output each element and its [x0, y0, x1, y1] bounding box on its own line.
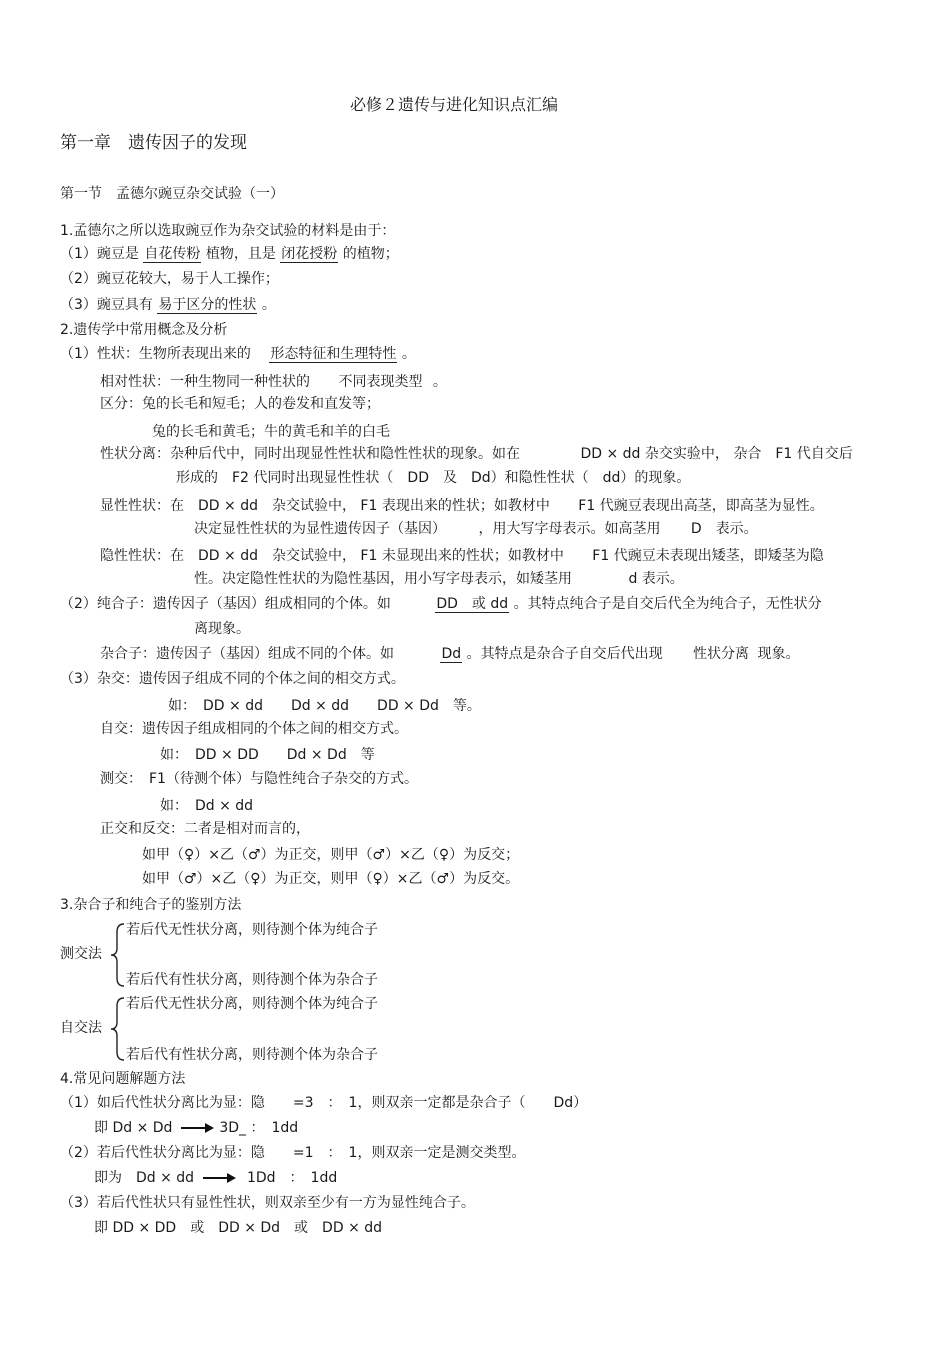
test-cross-method-label: 测交法 [60, 946, 102, 962]
left-brace-icon [110, 922, 126, 988]
distinguish-line: 区分：兔的长毛和短毛；人的卷发和直发等； [100, 396, 380, 412]
homozygote [60, 595, 822, 613]
equation-offspring: 1Dd ： 1dd [246, 1170, 338, 1186]
relative-trait-text-c: 。 [432, 374, 447, 390]
recessive-text-2: F1 未显现出来的性状；如教材中 [360, 548, 564, 564]
q1-item-3-text-b: 。 [261, 297, 276, 313]
reciprocal-example-2: 如甲（♂）×乙（♀）为正交，则甲（♀）×乙（♂）为反交。 [142, 871, 520, 887]
equation-parents: 即为 Dd × dd [94, 1170, 195, 1186]
relative-trait-text-b: 不同表现类型 [338, 374, 423, 390]
dominant-trait [100, 497, 824, 515]
right-arrow-icon [199, 1172, 237, 1184]
segregation-text-1: 性状分离：杂种后代中，同时出现显性性状和隐性性状的现象。如在 [100, 446, 520, 462]
segregation-text-2: DD × dd 杂交实验中， [580, 446, 729, 462]
heterozygote-text-b: 。其特点是杂合子自交后代出现 [466, 646, 663, 662]
recessive-text-5: d 表示。 [628, 571, 684, 587]
chapter-heading: 第一章 遗传因子的发现 [60, 133, 247, 153]
dominant-trait-2 [194, 520, 758, 538]
self-cross-result-1: 若后代无性状分离，则待测个体为纯合子 [126, 996, 378, 1012]
answer-blank: Dd [441, 646, 462, 662]
trait-text-b: 。 [401, 346, 416, 362]
recessive-text-1: 隐性性状：在 DD × dd 杂交试验中， [100, 548, 356, 564]
recessive-trait-2 [194, 570, 684, 588]
self-cross-method-label: 自交法 [60, 1020, 102, 1036]
recessive-trait [100, 547, 824, 565]
reciprocal-example-1: 如甲（♀）×乙（♂）为正交，则甲（♂）×乙（♀）为反交； [142, 847, 520, 863]
q1-item-1-text-b: 植物，且是 [205, 246, 276, 262]
q4-item-2: （2）若后代性状分离比为显：隐 =1 ： 1，则双亲一定是测交类型。 [60, 1145, 526, 1161]
trait-definition [60, 345, 416, 363]
q2-title: 2.遗传学中常用概念及分析 [60, 322, 228, 338]
heterozygote-text-c: 性状分离 [693, 646, 750, 662]
q3-title: 3.杂合子和纯合子的鉴别方法 [60, 897, 242, 913]
relative-trait [100, 373, 447, 391]
answer-blank: 易于区分的性状 [158, 297, 257, 313]
dominant-text-3: F1 代豌豆表现出高茎，即高茎为显性。 [578, 498, 824, 514]
q4-item-1-equation [94, 1119, 298, 1137]
left-brace-icon [110, 996, 126, 1062]
homozygote-text-b: 。其特点纯合子是自交后代全为纯合子，无性状分 [513, 596, 822, 612]
trait-text-a: （1）性状：生物所表现出来的 [60, 346, 251, 362]
q1-item-1-text-a: （1）豌豆是 [60, 246, 139, 262]
answer-blank: 形态特征和生理特性 [270, 346, 397, 362]
heterozygote-text-a: 杂合子：遗传因子（基因）组成不同的个体。如 [100, 646, 394, 662]
q1-item-2: （2）豌豆花较大，易于人工操作； [60, 271, 279, 287]
segregation-text-3: 杂合 F1 代自交后 [733, 446, 853, 462]
test-cross-result-1: 若后代无性状分离，则待测个体为纯合子 [126, 922, 378, 938]
segregation-line [100, 445, 853, 463]
test-cross-result-2: 若后代有性状分离，则待测个体为杂合子 [126, 972, 378, 988]
q1-title: 1.孟德尔之所以选取豌豆作为杂交试验的材料是由于： [60, 223, 396, 239]
dominant-text-4: 决定显性性状的为显性遗传因子（基因） [194, 521, 446, 537]
section-heading: 第一节 孟德尔豌豆杂交试验（一） [60, 186, 284, 202]
answer-blank: 闭花授粉 [281, 246, 338, 262]
self-cross-definition: 自交：遗传因子组成相同的个体之间的相交方式。 [100, 721, 408, 737]
q1-item-1-text-c: 的植物； [342, 246, 399, 262]
reciprocal-cross: 正交和反交：二者是相对而言的， [100, 821, 310, 837]
relative-trait-text-a: 相对性状：一种生物同一种性状的 [100, 374, 310, 390]
dominant-text-1: 显性性状：在 DD × dd 杂交试验中， [100, 498, 356, 514]
answer-blank: DD 或 dd [436, 596, 509, 612]
right-arrow-icon [177, 1122, 215, 1134]
distinguish-line-2: 兔的长毛和黄毛；牛的黄毛和羊的白毛 [152, 424, 390, 440]
equation-parents: 即 Dd × Dd [94, 1120, 173, 1136]
test-cross-definition: 测交： F1（待测个体）与隐性纯合子杂交的方式。 [100, 771, 418, 787]
q1-item-3 [60, 296, 276, 314]
dominant-text-5: ，用大写字母表示。如高茎用 [478, 521, 661, 537]
heterozygote-text-d: 现象。 [757, 646, 800, 662]
q4-title: 4.常见问题解题方法 [60, 1071, 186, 1087]
answer-blank: 自花传粉 [144, 246, 201, 262]
segregation-line-2: 形成的 F2 代同时出现显性性状（ DD 及 Dd）和隐性性状（ dd）的现象。 [176, 470, 691, 486]
homozygote-2: 离现象。 [194, 621, 250, 637]
q4-item-3-equation: 即 DD × DD 或 DD × Dd 或 DD × dd [94, 1220, 383, 1236]
q1-item-1 [60, 245, 399, 263]
document-title: 必修２遗传与进化知识点汇编 [350, 95, 559, 114]
dominant-text-2: F1 表现出来的性状；如教材中 [360, 498, 550, 514]
homozygote-text-a: （2）纯合子：遗传因子（基因）组成相同的个体。如 [60, 596, 391, 612]
self-cross-result-2: 若后代有性状分离，则待测个体为杂合子 [126, 1047, 378, 1063]
cross-definition: （3）杂交：遗传因子组成不同的个体之间的相交方式。 [60, 671, 405, 687]
cross-example: 如： DD × dd Dd × dd DD × Dd 等。 [168, 698, 481, 714]
recessive-text-4: 性。决定隐性性状的为隐性基因，用小写字母表示，如矮茎用 [194, 571, 572, 587]
q4-item-3: （3）若后代性状只有显性性状，则双亲至少有一方为显性纯合子。 [60, 1195, 475, 1211]
q4-item-1: （1）如后代性状分离比为显：隐 =3 ： 1，则双亲一定都是杂合子（ Dd） [60, 1095, 588, 1111]
heterozygote [100, 645, 799, 663]
q1-item-3-text-a: （3）豌豆具有 [60, 297, 153, 313]
equation-offspring: 3D_ ： 1dd [219, 1120, 299, 1136]
self-cross-example: 如： DD × DD Dd × Dd 等 [160, 747, 375, 763]
test-cross-example: 如： Dd × dd [160, 798, 254, 814]
recessive-text-3: F1 代豌豆未表现出矮茎，即矮茎为隐 [592, 548, 824, 564]
dominant-text-6: D 表示。 [690, 521, 758, 537]
q4-item-2-equation [94, 1169, 337, 1187]
